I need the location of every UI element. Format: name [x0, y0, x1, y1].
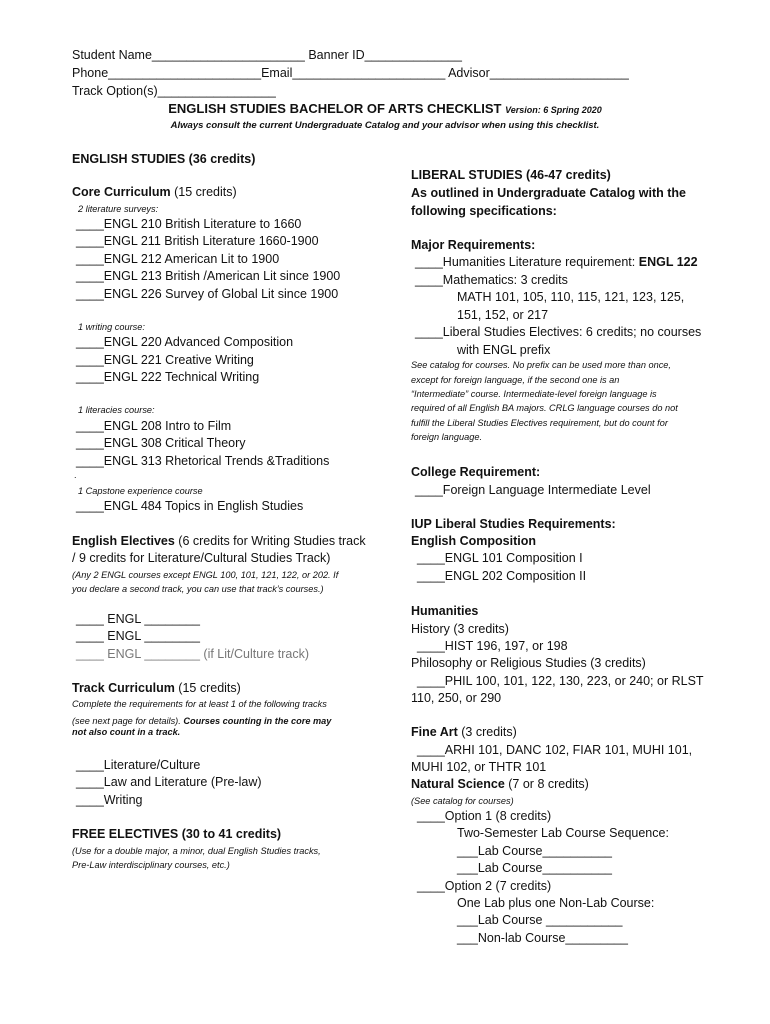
list-item: ____ENGL 220 Advanced Composition	[76, 335, 294, 349]
track-note-3: not also count in a track.	[72, 727, 181, 737]
list-item: ____ENGL 101 Composition I	[417, 551, 583, 565]
nat-sci-credits: (7 or 8 credits)	[504, 777, 589, 791]
catalog-note-6: foreign language.	[411, 432, 483, 442]
lse-requirement: ____Liberal Studies Electives: 6 credits; no courses	[415, 325, 702, 339]
core-curriculum-heading	[72, 185, 237, 199]
humanities-lit-requirement	[415, 255, 698, 269]
literacies-note: 1 literacies course:	[78, 405, 155, 415]
title-text: ENGLISH STUDIES BACHELOR OF ARTS CHECKLIST	[168, 101, 502, 116]
electives-note-1: (Any 2 ENGL courses except ENGL 100, 101, 121, 122, or 202. If	[72, 570, 339, 580]
catalog-note-3: “Intermediate” course. Intermediate-level foreign language is	[411, 389, 657, 399]
math-courses-2: 151, 152, or 217	[457, 308, 549, 322]
list-item: ____ ENGL ________	[76, 629, 200, 643]
catalog-note-4: required of all English BA majors. CRLG language courses do not	[411, 403, 678, 413]
list-item: ____ENGL 308 Critical Theory	[76, 436, 246, 450]
english-studies-heading: ENGLISH STUDIES (36 credits)	[72, 152, 256, 166]
track-credits: (15 credits)	[174, 681, 241, 695]
list-item: ____ENGL 226 Survey of Global Lit since 1900	[76, 287, 339, 301]
nat-sci-label: Natural Science	[411, 777, 505, 791]
version-text: Version: 6 Spring 2020	[505, 105, 602, 115]
list-item: ___Non-lab Course_________	[457, 931, 628, 945]
free-electives-heading: FREE ELECTIVES (30 to 41 credits)	[72, 827, 282, 841]
major-requirements-heading: Major Requirements:	[411, 238, 536, 252]
free-electives-note-2: Pre-Law interdisciplinary courses, etc.)	[72, 860, 230, 870]
list-item: ____ENGL 213 British /American Lit since 1900	[76, 269, 341, 283]
track-note-1: Complete the requirements for at least 1 of the following tracks	[72, 699, 327, 709]
list-item: ____Writing	[76, 793, 143, 807]
fine-art-courses-1: ____ARHI 101, DANC 102, FIAR 101, MUHI 101,	[417, 743, 693, 757]
writing-note: 1 writing course:	[78, 322, 145, 332]
track-note-2	[72, 713, 331, 727]
two-semester-label: Two-Semester Lab Course Sequence:	[457, 826, 669, 840]
fine-art-credits: (3 credits)	[457, 725, 517, 739]
college-requirement-heading: College Requirement:	[411, 465, 541, 479]
liberal-studies-heading: LIBERAL STUDIES (46-47 credits)	[411, 168, 611, 182]
free-electives-note-1: (Use for a double major, a minor, dual English Studies tracks,	[72, 846, 321, 856]
electives-credits: (6 credits for Writing Studies track	[174, 534, 366, 548]
list-item: ____ENGL 484 Topics in English Studies	[76, 499, 304, 513]
catalog-note-2: except for foreign language, if the second one is an	[411, 375, 620, 385]
humanities-heading: Humanities	[411, 604, 479, 618]
list-item: ____ENGL 202 Composition II	[417, 569, 587, 583]
track-label: Track Curriculum	[72, 681, 175, 695]
foreign-language-item: ____Foreign Language Intermediate Level	[415, 483, 651, 497]
student-name-banner-line: Student Name______________________ Banner ID______________	[72, 48, 462, 62]
philosophy-label: Philosophy or Religious Studies (3 credits)	[411, 656, 646, 670]
philosophy-courses-1: ____PHIL 100, 101, 122, 130, 223, or 240; or RLST	[417, 674, 704, 688]
list-item: ____ENGL 212 American Lit to 1900	[76, 252, 280, 266]
track-note-2a: (see next page for details).	[72, 716, 184, 726]
list-item: ____ ENGL ________ (if Lit/Culture track)	[76, 647, 309, 661]
track-option-line: Track Option(s)_________________	[72, 84, 276, 98]
philosophy-courses-2: 110, 250, or 290	[411, 691, 502, 705]
one-lab-label: One Lab plus one Non-Lab Course:	[457, 896, 655, 910]
list-item: ___Lab Course ___________	[457, 913, 623, 927]
list-item: ____ENGL 221 Creative Writing	[76, 353, 254, 367]
page-subtitle: Always consult the current Undergraduate Catalog and your advisor when using this checklist.	[170, 120, 600, 131]
option-1: ____Option 1 (8 credits)	[417, 809, 552, 823]
catalog-note-1: See catalog for courses. No prefix can be used more than once,	[411, 360, 671, 370]
core-credits: (15 credits)	[170, 185, 237, 199]
list-item: ____Law and Literature (Pre-law)	[76, 775, 262, 789]
page-title	[0, 101, 770, 116]
hum-req-course: ENGL 122	[638, 255, 698, 269]
english-composition-heading: English Composition	[411, 534, 536, 548]
core-label: Core Curriculum	[72, 185, 171, 199]
liberal-studies-sub-2: following specifications:	[411, 204, 557, 218]
electives-label: English Electives	[72, 534, 175, 548]
list-item: ____ ENGL ________	[76, 612, 200, 626]
list-item: ____ENGL 313 Rhetorical Trends &Traditions	[76, 454, 330, 468]
list-item: ____ENGL 222 Technical Writing	[76, 370, 260, 384]
list-item: ____ENGL 208 Intro to Film	[76, 419, 232, 433]
fine-art-courses-2: MUHI 102, or THTR 101	[411, 760, 547, 774]
math-requirement: ____Mathematics: 3 credits	[415, 273, 568, 287]
track-curriculum-heading	[72, 681, 241, 695]
hum-req-text: ____Humanities Literature requirement:	[415, 255, 639, 269]
math-courses-1: MATH 101, 105, 110, 115, 121, 123, 125,	[457, 290, 685, 304]
list-item: ___Lab Course__________	[457, 861, 612, 875]
list-item: ____ENGL 211 British Literature 1660-1900	[76, 234, 319, 248]
electives-note-2: you declare a second track, you can use that track’s courses.)	[72, 584, 324, 594]
electives-credits-line2: / 9 credits for Literature/Cultural Studies Track)	[72, 551, 331, 565]
capstone-note: 1 Capstone experience course	[78, 486, 203, 496]
list-item: ____ENGL 210 British Literature to 1660	[76, 217, 302, 231]
stray-dot: .	[74, 470, 77, 480]
history-label: History (3 credits)	[411, 622, 509, 636]
fine-art-heading	[411, 725, 517, 739]
track-note-2b: Courses counting in the core may	[183, 716, 332, 726]
list-item: ____Literature/Culture	[76, 758, 201, 772]
option-2: ____Option 2 (7 credits)	[417, 879, 552, 893]
lse-requirement-2: with ENGL prefix	[457, 343, 551, 357]
catalog-note-5: fulfill the Liberal Studies Electives requirement, but do count for	[411, 418, 668, 428]
see-catalog-note: (See catalog for courses)	[411, 796, 514, 806]
history-courses: ____HIST 196, 197, or 198	[417, 639, 568, 653]
natural-science-heading	[411, 777, 589, 791]
liberal-studies-sub-1: As outlined in Undergraduate Catalog with the	[411, 186, 687, 200]
fine-art-label: Fine Art	[411, 725, 458, 739]
english-electives-heading	[72, 534, 366, 548]
lit-surveys-note: 2 literature surveys:	[78, 204, 159, 214]
phone-email-advisor-line: Phone______________________Email______________________ Advisor____________________	[72, 66, 629, 80]
iup-liberal-heading: IUP Liberal Studies Requirements:	[411, 517, 616, 531]
list-item: ___Lab Course__________	[457, 844, 612, 858]
